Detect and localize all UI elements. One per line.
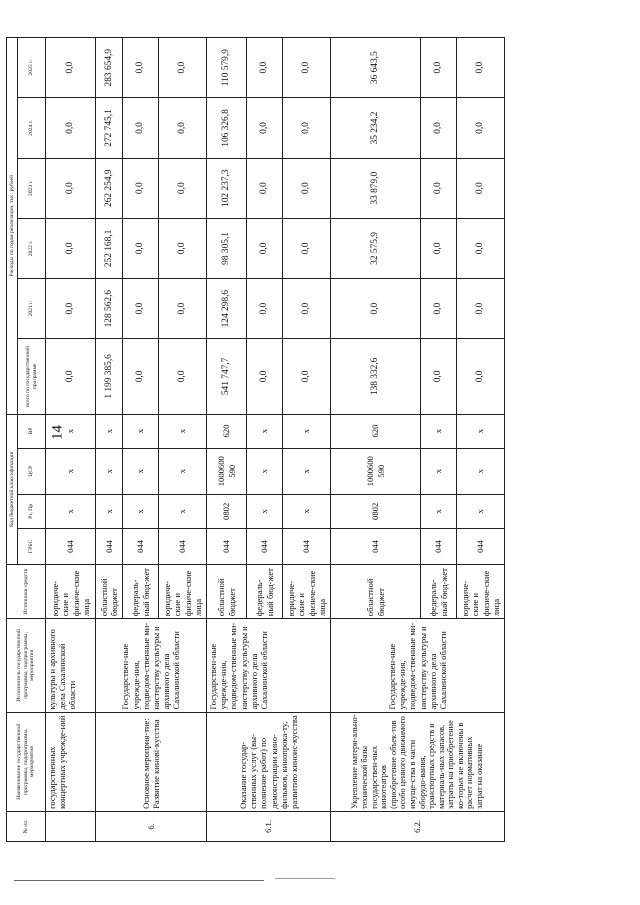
header-costs-group: Расходы по годам реализации, тыс. рублей	[7, 38, 18, 415]
cell-csr: х	[159, 448, 207, 494]
cell-year: 262 254,9	[96, 158, 123, 218]
header-grbs: ГРБС	[18, 528, 46, 564]
cell-year: 0,0	[283, 98, 331, 158]
cell-vr: х	[159, 414, 207, 448]
cell-csr: х	[247, 448, 283, 494]
header-year: 2025 г.	[18, 38, 46, 98]
cell-year: 0,0	[123, 158, 159, 218]
row-source: федераль-ный бюд-жет	[123, 565, 159, 619]
header-num: № пп.	[7, 811, 46, 841]
rotated-table-sheet	[6, 37, 518, 842]
row-num: 6.	[96, 811, 207, 841]
cell-total: 541 747,7	[207, 339, 247, 414]
cell-csr: х	[46, 448, 96, 494]
table-row	[331, 38, 421, 842]
cell-year: 0,0	[247, 38, 283, 98]
cell-year: 0,0	[457, 158, 505, 218]
table-row	[207, 38, 247, 842]
row-source: юридиче-ские и физиче-ские лица	[46, 565, 96, 619]
cell-grbs: 044	[159, 528, 207, 564]
cell-year: 0,0	[46, 38, 96, 98]
cell-total: 0,0	[421, 339, 457, 414]
cell-csr: 1000600 590	[207, 448, 247, 494]
cell-rzpr: 0802	[331, 494, 421, 528]
cell-year: 0,0	[46, 279, 96, 339]
cell-rzpr: х	[421, 494, 457, 528]
cell-year: 0,0	[283, 279, 331, 339]
cell-year: 0,0	[159, 38, 207, 98]
cell-total: 1 199 385,6	[96, 339, 123, 414]
row-source: областной бюджет	[207, 565, 247, 619]
footer-rule-short	[275, 878, 335, 879]
cell-year: 0,0	[283, 38, 331, 98]
cell-total: 0,0	[46, 339, 96, 414]
cell-year: 0,0	[159, 279, 207, 339]
cell-vr: х	[283, 414, 331, 448]
header-vr: ВР	[18, 414, 46, 448]
cell-year: 32 575,9	[331, 218, 421, 278]
cell-grbs: 044	[123, 528, 159, 564]
cell-year: 0,0	[247, 98, 283, 158]
cell-year: 0,0	[247, 218, 283, 278]
row-source: юридиче-ские и физиче-ские лица	[283, 565, 331, 619]
cell-grbs: 044	[457, 528, 505, 564]
row-num: 6.2.	[331, 811, 505, 841]
cell-year: 98 305,1	[207, 218, 247, 278]
row-num: 6.1.	[207, 811, 331, 841]
cell-rzpr: х	[96, 494, 123, 528]
cell-csr: х	[421, 448, 457, 494]
cell-year: 0,0	[457, 218, 505, 278]
cell-grbs: 044	[96, 528, 123, 564]
cell-year: 0,0	[457, 279, 505, 339]
cell-year: 0,0	[283, 158, 331, 218]
row-name: Укрепление матери-ально-технической базы государствен-ных кинотеатров (приобретение объек-тов особо ценного движимого имуще-ства в части оборудо-вания, транспортных средств и материаль-ных запасов, затраты на приобретение ко-торых не включены в расчет нормативных затрат на оказание	[331, 712, 505, 811]
cell-year: 0,0	[159, 218, 207, 278]
cell-year: 124 298,6	[207, 279, 247, 339]
cell-year: 0,0	[421, 38, 457, 98]
cell-year: 283 654,9	[96, 38, 123, 98]
cell-total: 0,0	[159, 339, 207, 414]
cell-year: 252 168,1	[96, 218, 123, 278]
cell-year: 35 234,2	[331, 98, 421, 158]
footer-rule	[14, 880, 264, 881]
cell-year: 0,0	[247, 279, 283, 339]
cell-year: 0,0	[46, 158, 96, 218]
header-rzpr: Рз, Пр	[18, 494, 46, 528]
cell-year: 0,0	[331, 279, 421, 339]
cell-grbs: 044	[283, 528, 331, 564]
cell-year: 0,0	[123, 279, 159, 339]
cell-total: 0,0	[123, 339, 159, 414]
cell-year: 0,0	[283, 218, 331, 278]
table-row	[46, 38, 96, 842]
cell-year: 106 326,8	[207, 98, 247, 158]
cell-year: 0,0	[421, 218, 457, 278]
cell-year: 0,0	[247, 158, 283, 218]
cell-grbs: 044	[331, 528, 421, 564]
cell-csr: 1000600 590	[331, 448, 421, 494]
cell-rzpr: х	[46, 494, 96, 528]
cell-year: 102 237,3	[207, 158, 247, 218]
cell-csr: х	[123, 448, 159, 494]
cell-year: 0,0	[123, 98, 159, 158]
cell-total: 0,0	[457, 339, 505, 414]
header-year: 2024 г.	[18, 98, 46, 158]
cell-csr: х	[96, 448, 123, 494]
header-year: 2023 г.	[18, 158, 46, 218]
header-year: 2021 г.	[18, 279, 46, 339]
cell-vr: х	[421, 414, 457, 448]
cell-vr: х	[457, 414, 505, 448]
cell-total: 138 332,6	[331, 339, 421, 414]
cell-year: 272 745,1	[96, 98, 123, 158]
cell-year: 0,0	[457, 98, 505, 158]
budget-table	[6, 37, 505, 842]
table-row	[96, 38, 123, 842]
row-executor: культуры и архивного дела Сахалинской области	[46, 619, 96, 712]
cell-csr: х	[457, 448, 505, 494]
page-number: 14	[49, 425, 66, 440]
cell-year: 0,0	[159, 158, 207, 218]
row-source: юридиче-ские и физиче-ские лица	[457, 565, 505, 619]
cell-vr: х	[46, 414, 96, 448]
cell-year: 0,0	[421, 98, 457, 158]
row-name: государственных концертных учрежде-ний	[46, 712, 96, 811]
cell-year: 0,0	[123, 38, 159, 98]
cell-rzpr: х	[247, 494, 283, 528]
cell-year: 36 643,5	[331, 38, 421, 98]
cell-year: 0,0	[159, 98, 207, 158]
cell-grbs: 044	[421, 528, 457, 564]
header-source: Источники средств	[7, 565, 46, 619]
cell-grbs: 044	[207, 528, 247, 564]
cell-rzpr: х	[159, 494, 207, 528]
cell-total: 0,0	[283, 339, 331, 414]
cell-rzpr: х	[457, 494, 505, 528]
cell-vr: х	[123, 414, 159, 448]
row-source: федераль-ный бюд-жет	[247, 565, 283, 619]
row-source: областной бюджет	[96, 565, 123, 619]
cell-rzpr: х	[123, 494, 159, 528]
cell-year: 0,0	[46, 98, 96, 158]
cell-year: 0,0	[46, 218, 96, 278]
cell-vr: 620	[331, 414, 421, 448]
header-year: 2022 г.	[18, 218, 46, 278]
cell-total: 0,0	[247, 339, 283, 414]
cell-grbs: 044	[247, 528, 283, 564]
row-name: Основное мероприя-тие: Развитие кинові-кусства	[96, 712, 207, 811]
cell-csr: х	[283, 448, 331, 494]
cell-year: 0,0	[421, 158, 457, 218]
cell-year: 33 879,0	[331, 158, 421, 218]
header-executor: Исполнитель государственной программы, подпрограммы, мероприятия	[7, 619, 46, 712]
cell-vr: 620	[207, 414, 247, 448]
row-source: областной бюджет	[331, 565, 421, 619]
header-csr: ЦСР	[18, 448, 46, 494]
row-executor: Государствен-ные учрежде-ния, подведом-ственные ми-нистерству культуры и архивного дела Сахалинской области	[331, 619, 505, 712]
cell-vr: х	[247, 414, 283, 448]
row-name: Оказание государ-ственных услуг (вы-полнение работ) по демонстрации кино-фильмов, кинопрока-ту, развитию киноис-кусства	[207, 712, 331, 811]
header-total: всего по государственной программе	[18, 339, 46, 414]
header-bk-group: Код бюджетной классификации	[7, 414, 18, 565]
cell-year: 0,0	[421, 279, 457, 339]
cell-vr: х	[96, 414, 123, 448]
cell-year: 128 562,6	[96, 279, 123, 339]
cell-year: 0,0	[123, 218, 159, 278]
cell-year: 0,0	[457, 38, 505, 98]
row-source: юридиче-ские и физиче-ские лица	[159, 565, 207, 619]
row-executor: Государствен-ные учрежде-ния, подведом-ственные ми-нистерству культуры и архивного дела Сахалинской области	[96, 619, 207, 712]
cell-grbs: 044	[46, 528, 96, 564]
cell-rzpr: 0802	[207, 494, 247, 528]
cell-rzpr: х	[283, 494, 331, 528]
row-executor: Государствен-ные учрежде-ния, подведом-ственные ми-нистерству культуры и архивного дела Сахалинской области	[207, 619, 331, 712]
row-source: федераль-ный бюд-жет	[421, 565, 457, 619]
cell-year: 110 579,9	[207, 38, 247, 98]
header-name: Наименование государственной программы, подпрограммы, мероприятия	[7, 712, 46, 811]
